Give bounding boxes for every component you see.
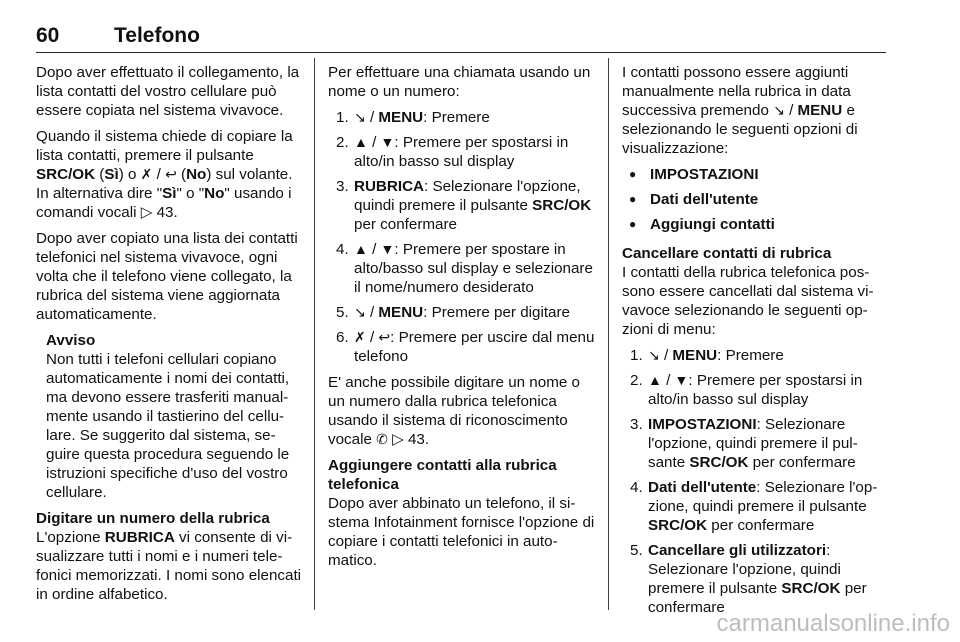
step-number: 1. [336, 109, 349, 126]
page-reference: 43. [407, 431, 430, 448]
list-item: ● IMPOSTAZIONI [622, 165, 887, 184]
step-number: 2. [336, 134, 349, 151]
button-label: SRC/OK [689, 454, 749, 471]
text: : Premere per spostarsi in alto/in basso sul display [648, 372, 863, 408]
text: per confermare [648, 580, 867, 616]
text: / [365, 304, 379, 321]
down-arrow-icon: ▼ [380, 134, 395, 150]
down-arrow-icon: ▼ [674, 372, 689, 388]
button-label: MENU [378, 304, 424, 321]
text: / [365, 109, 379, 126]
up-arrow-icon: ▲ [354, 134, 368, 150]
step-number: 3. [336, 178, 349, 195]
step-number: 3. [630, 416, 643, 433]
list-item [328, 240, 596, 297]
button-label: MENU [672, 347, 718, 364]
button-label: MENU [378, 109, 424, 126]
note-title: Avviso [46, 332, 96, 349]
step-number: 4. [630, 479, 643, 496]
button-label: SRC/OK [36, 166, 96, 183]
text: ( [95, 166, 105, 183]
section-heading: Digitare un numero della rubrica [36, 510, 270, 527]
list-item [328, 177, 596, 234]
text: No [186, 166, 207, 183]
text: / [367, 241, 381, 258]
page-reference: 43. [156, 204, 178, 221]
text: : Premere [423, 109, 490, 126]
step-number: 1. [630, 347, 643, 364]
menu-option: RUBRICA [354, 178, 425, 195]
up-arrow-icon: ▲ [648, 372, 662, 388]
text: : Selezionare l'opzione, quindi premere il pulsante [648, 416, 858, 471]
section-heading: Aggiungere contatti alla rubrica telefonica [328, 457, 557, 493]
page-number: 60 [36, 24, 60, 47]
text: Sì [104, 166, 119, 183]
text: L'opzione [36, 529, 105, 546]
text: : Selezionare l'opzione, quindi premere il pulsante [354, 178, 581, 214]
back-icon: ↩ [378, 329, 391, 345]
list-item [328, 133, 596, 171]
text: per confermare [354, 216, 457, 233]
text: " o " [176, 185, 205, 202]
text: : Premere per uscire dal menu telefono [354, 329, 595, 365]
up-arrow-icon: ▲ [354, 241, 368, 257]
paragraph: I contatti della rubrica telefonica possono essere cancellati dal sistema vivavoce selezionando le seguenti opzioni di menu: [622, 264, 874, 338]
step-number: 4. [336, 241, 349, 258]
text: E' anche possibile digitare un nome o un numero dalla rubrica telefonica usando il sistema di riconoscimento vocale [328, 374, 580, 448]
step-number: 6. [336, 329, 349, 346]
text: : Premere per spostarsi in alto/in basso sul display [354, 134, 569, 170]
watermark: carmanualsonline.info [716, 610, 950, 637]
list-item: ● Dati dell'utente [622, 190, 887, 209]
step-number: 5. [336, 304, 349, 321]
menu-option: IMPOSTAZIONI [648, 416, 757, 433]
step-list [622, 346, 887, 617]
text: / [365, 329, 379, 346]
list-item [622, 415, 887, 472]
column-2 [328, 63, 596, 577]
button-label: SRC/OK [781, 580, 841, 597]
paragraph [622, 63, 887, 158]
call-icon: ↘ [773, 102, 785, 118]
paragraph: Dopo aver abbinato un telefono, il sistema Infotainment fornisce l'opzione di copiare i contatti telefonici in automatico. [328, 495, 595, 569]
text: per confermare [707, 517, 815, 534]
column-divider [608, 58, 609, 610]
text: / [152, 166, 166, 183]
text: Quando il sistema chiede di copiare la lista contatti, premere il pulsante [36, 128, 293, 164]
text: : Premere per spostare in alto/basso sul display e selezionare il nome/numero desiderato [354, 241, 593, 296]
call-icon: ↘ [648, 347, 660, 363]
text: : Premere [717, 347, 784, 364]
step-number: 5. [630, 542, 643, 559]
button-label: MENU [797, 102, 843, 119]
column-3 [622, 63, 887, 624]
text: ) sul volante. In alternativa dire " [36, 166, 293, 202]
text: / [661, 372, 675, 389]
paragraph: Dopo aver effettuato il collegamento, la lista contatti del vostro cellulare può essere copiata nel sistema vivavoce. [36, 64, 300, 119]
column-divider [314, 58, 315, 610]
button-label: SRC/OK [648, 517, 708, 534]
paragraph [328, 373, 596, 449]
list-item [328, 303, 596, 322]
list-item [622, 478, 887, 535]
text: Sì [162, 185, 177, 202]
text: / [784, 102, 798, 119]
page-title: Telefono [114, 24, 200, 47]
text: " usando i comandi vocali [36, 185, 292, 221]
call-icon: ↘ [354, 304, 366, 320]
column-1 [36, 63, 302, 611]
bullet-list [622, 165, 887, 234]
list-item [328, 108, 596, 127]
text: : Selezionare l'opzione, quindi premere il pulsante [648, 542, 841, 597]
end-call-icon: ✗ [140, 166, 153, 182]
text: / [367, 134, 381, 151]
voice-icon: ✆ [376, 431, 388, 447]
page-reference-icon: ▷ [387, 431, 408, 448]
text: per confermare [748, 454, 856, 471]
text: vi consente di visualizzare tutti i nomi e i numeri telefonici memorizzati. I nomi sono elencati in ordine alfabetico. [36, 529, 302, 603]
note-text: Non tutti i telefoni cellulari copiano automaticamente i nomi dei contatti, ma devono essere trasferiti manualmente usando il tastierino del cellulare. Se suggerito dal sistema, seguire questa procedura seguendo le istruzioni specifiche d'uso del vostro cellulare. [46, 351, 290, 501]
down-arrow-icon: ▼ [380, 241, 395, 257]
section-heading: Cancellare contatti di rubrica [622, 245, 832, 262]
paragraph [36, 127, 302, 222]
list-item [622, 346, 887, 365]
note-box [46, 331, 302, 502]
page-reference-icon: ▷ [140, 204, 157, 221]
page-header [36, 24, 886, 53]
text: I contatti possono essere aggiunti manualmente nella rubrica in data successiva premendo [622, 64, 851, 119]
paragraph [36, 528, 302, 604]
list-item [622, 371, 887, 409]
step-list [328, 108, 596, 366]
text: ) o [118, 166, 141, 183]
menu-option: RUBRICA [104, 529, 175, 546]
paragraph: Per effettuare una chiamata usando un nome o un numero: [328, 64, 591, 100]
text: : Selezionare l'opzione, quindi premere il pulsante [648, 479, 878, 515]
step-number: 2. [630, 372, 643, 389]
back-icon: ↩ [165, 166, 177, 182]
list-item [622, 541, 887, 617]
call-icon: ↘ [354, 109, 366, 125]
menu-option: Cancellare gli utilizzatori [648, 542, 827, 559]
paragraph: Dopo aver copiato una lista dei contatti telefonici nel sistema vivavoce, ogni volta che il telefono viene collegato, la rubrica del sistema viene aggiornata automaticamente. [36, 230, 298, 323]
text: ( [176, 166, 187, 183]
menu-option: Dati dell'utente [648, 479, 757, 496]
list-item [328, 328, 596, 366]
text: No [204, 185, 225, 202]
text: e selezionando le seguenti opzioni di visualizzazione: [622, 102, 858, 157]
text: : Premere per digitare [423, 304, 571, 321]
end-call-icon: ✗ [354, 329, 366, 345]
button-label: SRC/OK [532, 197, 592, 214]
text: / [659, 347, 673, 364]
list-item: ● Aggiungi contatti [622, 215, 887, 234]
